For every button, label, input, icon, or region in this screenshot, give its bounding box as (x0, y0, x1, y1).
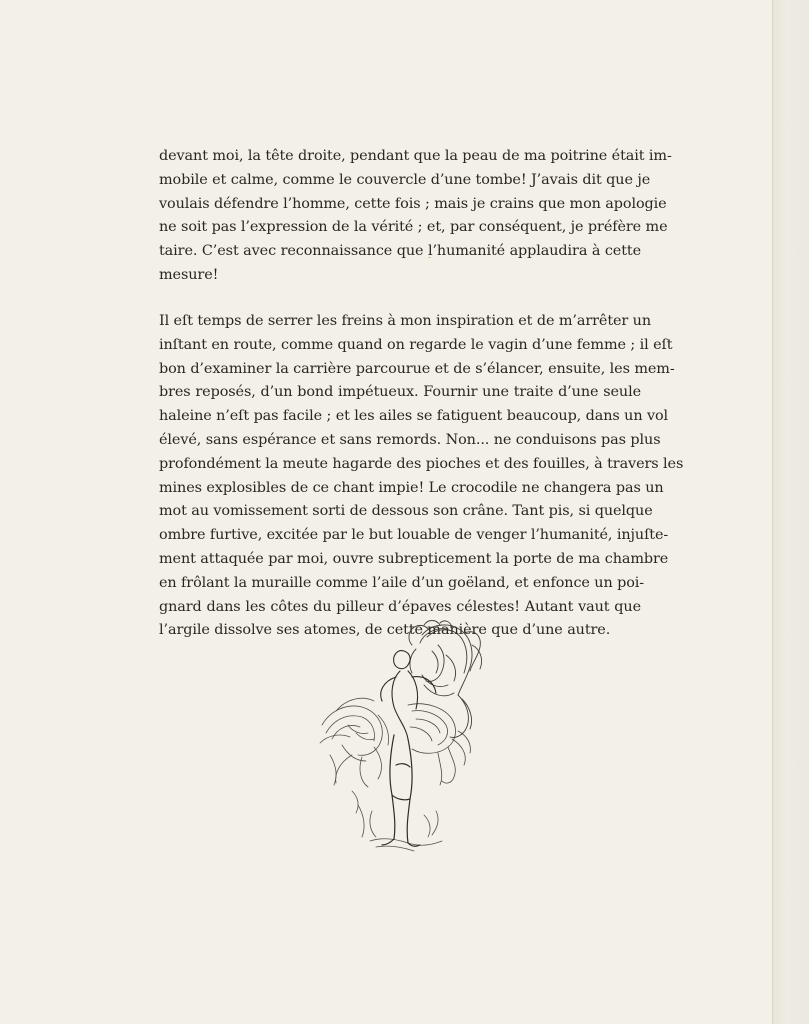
text-line: inſtant en route, comme quand on regarde le vagin d’une femme ; il eſt (159, 336, 673, 353)
text-line: bon d’examiner la carrière parcourue et de s’élancer, ensuite, les mem- (159, 360, 675, 377)
text-line: taire. C’est avec reconnaissance que l’humanité applaudira à cette (159, 243, 641, 260)
text-line: voulais défendre l’homme, cette fois ; mais je crains que mon apologie (159, 195, 667, 212)
text-line: haleine n’eſt pas facile ; et les ailes se fatiguent beaucoup, dans un vol (159, 408, 669, 425)
text-line: l’argile dissolve ses atomes, de cette manière que d’une autre. (159, 622, 611, 639)
text-line: bres reposés, d’un bond impétueux. Fournir une traite d’une seule (159, 384, 641, 401)
page-edge-divider (772, 0, 773, 1024)
text-line: mines explosibles de ce chant impie! Le crocodile ne changera pas un (159, 479, 664, 496)
text-line: ment attaquée par moi, ouvre subrepticement la porte de ma chambre (159, 550, 669, 567)
text-line: en frôlant la muraille comme l’aile d’un goëland, et enfonce un poi- (159, 574, 645, 591)
paragraph-1 (159, 145, 672, 288)
text-line: profondément la meute hagarde des pioches et des fouilles, à travers les (159, 455, 684, 472)
next-page-edge (772, 0, 809, 1024)
paragraph-2 (159, 310, 684, 643)
text-line: ombre furtive, excitée par le but louable de venger l’humanité, injuſte- (159, 527, 669, 544)
etching-horse-rider-icon (312, 615, 502, 855)
text-line: élevé, sans espérance et sans remords. Non... ne conduisons pas plus (159, 431, 661, 448)
text-line: gnard dans les côtes du pilleur d’épaves célestes! Autant vaut que (159, 598, 641, 615)
text-line: mobile et calme, comme le couvercle d’une tombe! J’avais dit que je (159, 171, 651, 188)
text-line: mot au vomissement sorti de dessous son crâne. Tant pis, si quelque (159, 503, 653, 520)
text-line: Il eſt temps de serrer les freins à mon inspiration et de m’arrêter un (159, 313, 652, 329)
text-line: ne soit pas l’expression de la vérité ; et, par conséquent, je préfère me (159, 219, 668, 236)
text-line: devant moi, la tête droite, pendant que la peau de ma poitrine était im- (159, 148, 672, 164)
text-line: mesure! (159, 266, 219, 283)
